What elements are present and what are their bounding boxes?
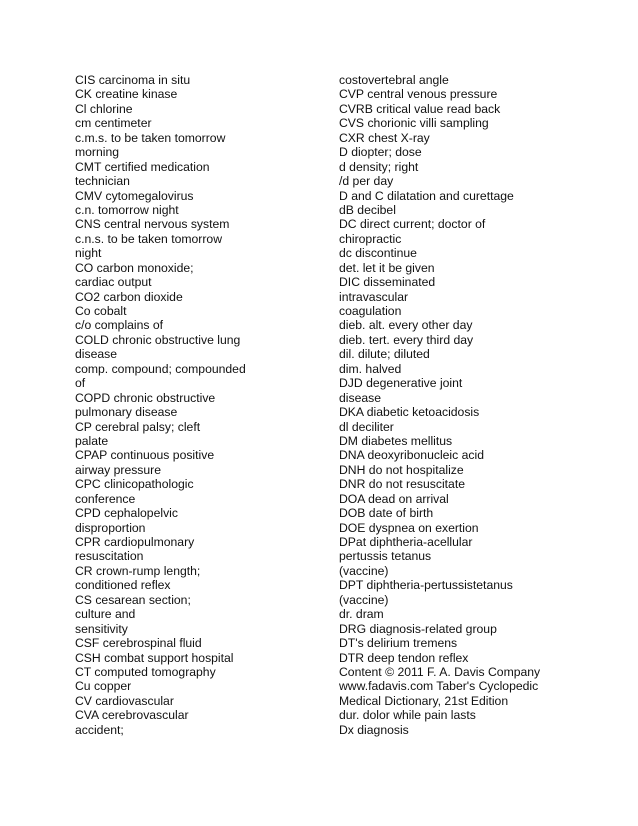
abbreviation-line: c.m.s. to be taken tomorrow (75, 130, 226, 145)
abbreviation-line: cardiac output (75, 275, 152, 290)
abbreviation-line: c.n.s. to be taken tomorrow (75, 231, 222, 246)
copyright-line: Medical Dictionary, 21st Edition (339, 693, 509, 708)
abbreviation-line: dieb. alt. every other day (339, 318, 473, 333)
copyright-line: Content © 2011 F. A. Davis Company (339, 664, 541, 679)
abbreviation-line: CPAP continuous positive (75, 448, 215, 463)
abbreviation-line: DIC disseminated (339, 275, 436, 290)
abbreviation-line: (vaccine) (339, 592, 389, 607)
abbreviation-line: DOB date of birth (339, 506, 434, 521)
abbreviation-line: Cl chlorine (75, 101, 133, 116)
abbreviation-line: (vaccine) (339, 563, 389, 578)
abbreviation-line: technician (75, 174, 130, 189)
abbreviation-line: airway pressure (75, 462, 162, 477)
abbreviation-line: CVP central venous pressure (339, 87, 498, 102)
abbreviation-line: DM diabetes mellitus (339, 433, 453, 448)
abbreviation-line: CVA cerebrovascular (75, 708, 189, 723)
abbreviation-line: CPD cephalopelvic (75, 506, 178, 521)
abbreviation-line: DOE dyspnea on exertion (339, 520, 479, 535)
abbreviation-line: DTR deep tendon reflex (339, 650, 469, 665)
abbreviation-line: intravascular (339, 289, 409, 304)
abbreviation-line: CO carbon monoxide; (75, 260, 194, 275)
abbreviation-line: CT computed tomography (75, 664, 216, 679)
abbreviation-line: CSF cerebrospinal fluid (75, 636, 202, 651)
abbreviation-line: dur. dolor while pain lasts (339, 708, 476, 723)
abbreviation-line: CSH combat support hospital (75, 650, 234, 665)
abbreviation-line: morning (75, 145, 120, 160)
abbreviation-line: D diopter; dose (339, 145, 422, 160)
abbreviation-line: dc discontinue (339, 246, 417, 261)
abbreviation-line: coagulation (339, 304, 402, 318)
abbreviation-line: CVS chorionic villi sampling (339, 116, 489, 131)
abbreviation-line: of (75, 376, 86, 391)
abbreviation-line: det. let it be given (339, 260, 435, 275)
abbreviation-line: CXR chest X-ray (339, 130, 430, 145)
abbreviation-line: CMT certified medication (75, 159, 210, 174)
abbreviation-line: CIS carcinoma in situ (75, 73, 191, 87)
abbreviation-line: disease (75, 347, 118, 362)
abbreviation-line: accident; (75, 722, 124, 737)
abbreviation-line: DPat diphtheria-acellular (339, 535, 473, 549)
abbreviation-line: c.n. tomorrow night (75, 202, 179, 217)
abbreviation-line: CPR cardiopulmonary (75, 535, 195, 549)
abbreviation-line: DC direct current; doctor of (339, 217, 486, 232)
abbreviation-line: DPT diphtheria-pertussistetanus (339, 578, 513, 593)
abbreviation-line: culture and (75, 607, 136, 622)
abbreviation-line: dl deciliter (339, 419, 394, 434)
abbreviation-line: CPC clinicopathologic (75, 477, 194, 492)
abbreviation-line: dr. dram (339, 607, 384, 622)
abbreviation-line: Cu copper (75, 679, 132, 694)
abbreviation-line: comp. compound; compounded (75, 361, 246, 376)
abbreviation-line: sensitivity (75, 621, 128, 636)
abbreviation-line: CP cerebral palsy; cleft (75, 419, 201, 434)
abbreviation-line: CR crown-rump length; (75, 563, 201, 578)
abbreviation-line: CO2 carbon dioxide (75, 289, 183, 304)
abbreviation-line: COLD chronic obstructive lung (75, 332, 241, 347)
abbreviation-line: costovertebral angle (339, 73, 449, 87)
abbreviation-line: resuscitation (75, 549, 144, 564)
abbreviation-line: DT's delirium tremens (339, 636, 458, 651)
abbreviation-line: DKA diabetic ketoacidosis (339, 405, 480, 420)
abbreviation-line: conference (75, 491, 136, 506)
abbreviation-line: chiropractic (339, 231, 402, 246)
abbreviation-line: DNA deoxyribonucleic acid (339, 448, 484, 463)
abbreviation-line: d density; right (339, 159, 419, 174)
right-column (339, 73, 579, 737)
left-column (75, 73, 315, 737)
abbreviation-line: DJD degenerative joint (339, 376, 463, 391)
abbreviation-line: CMV cytomegalovirus (75, 188, 194, 203)
copyright-line: www.fadavis.com Taber's Cyclopedic (339, 679, 539, 694)
abbreviation-line: DNH do not hospitalize (339, 462, 464, 477)
abbreviation-line: pulmonary disease (75, 405, 178, 420)
abbreviation-line: conditioned reflex (75, 578, 171, 593)
abbreviation-line: DOA dead on arrival (339, 491, 449, 506)
abbreviation-line: CK creatine kinase (75, 87, 178, 102)
abbreviation-line: c/o complains of (75, 318, 164, 333)
abbreviation-line: COPD chronic obstructive (75, 390, 216, 405)
abbreviation-line: CNS central nervous system (75, 217, 230, 232)
abbreviation-line: D and C dilatation and curettage (339, 188, 514, 203)
abbreviation-line: CV cardiovascular (75, 693, 174, 708)
abbreviation-line: CS cesarean section; (75, 592, 191, 607)
abbreviation-line: CVRB critical value read back (339, 101, 501, 116)
abbreviation-line: dieb. tert. every third day (339, 332, 474, 347)
abbreviation-line: night (75, 246, 102, 261)
abbreviation-line: pertussis tetanus (339, 549, 432, 564)
abbreviation-line: /d per day (339, 174, 394, 189)
abbreviation-line: dil. dilute; diluted (339, 347, 430, 362)
abbreviation-line: DNR do not resuscitate (339, 477, 465, 492)
abbreviation-line: Dx diagnosis (339, 722, 409, 737)
abbreviation-line: dim. halved (339, 361, 402, 376)
abbreviation-line: Co cobalt (75, 304, 127, 318)
abbreviation-line: disproportion (75, 520, 146, 535)
abbreviation-line: cm centimeter (75, 116, 152, 131)
abbreviation-line: dB decibel (339, 202, 396, 217)
abbreviation-line: palate (75, 433, 109, 448)
abbreviation-line: DRG diagnosis-related group (339, 621, 497, 636)
abbreviation-line: disease (339, 390, 382, 405)
